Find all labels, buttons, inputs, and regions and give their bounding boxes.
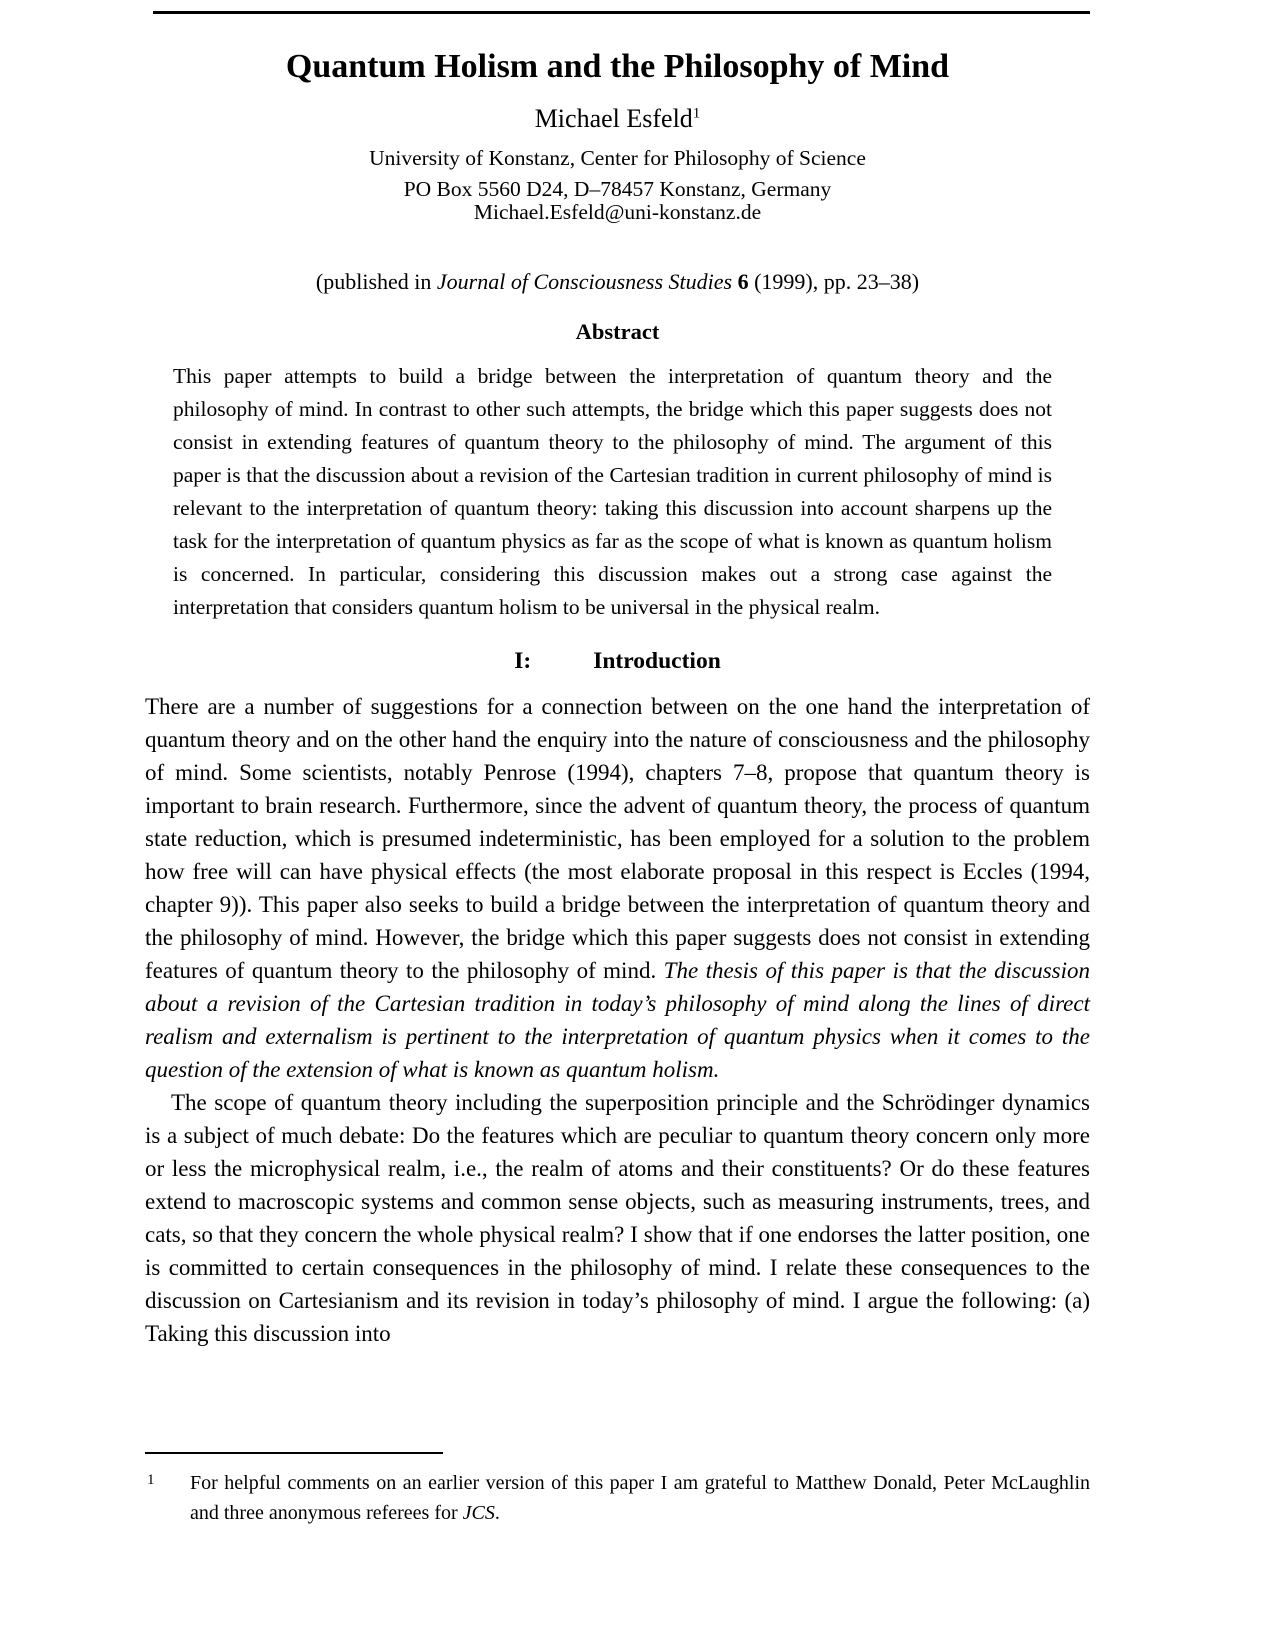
abstract-heading: Abstract xyxy=(575,319,660,344)
footnote-marker: 1 xyxy=(147,1472,155,1488)
affiliation-block xyxy=(145,147,1090,224)
affiliation-line-1: University of Konstanz, Center for Philosophy of Science xyxy=(369,146,866,170)
author-line xyxy=(145,103,1090,135)
section-number: I: xyxy=(514,648,532,674)
author-email: Michael.Esfeld@uni-konstanz.de xyxy=(473,200,762,224)
footnote-rule xyxy=(145,1452,443,1454)
author-footnote-marker: 1 xyxy=(692,105,701,122)
footnote-text: For helpful comments on an earlier version of this paper I am grateful to Matthew Donald, Peter McLaughlin and three anonymous referees for JCS. xyxy=(190,1472,1090,1524)
section-title: Introduction xyxy=(593,648,721,674)
affiliation-line-2: PO Box 5560 D24, D–78457 Konstanz, Germany xyxy=(403,177,832,201)
paper-title: Quantum Holism and the Philosophy of Mind xyxy=(285,48,950,85)
footnote-area xyxy=(145,1452,1090,1528)
intro-paragraph-2: The scope of quantum theory including the superposition principle and the Schrödinger dynamics is a subject of much debate: Do the features which are peculiar to quantum theory concern only more or less the microphysical realm, i.e., the realm of atoms and their constituents? Or do these features extend to macroscopic systems and common sense objects, such as measuring instruments, trees, and cats, so that they concern the whole physical realm? I show that if one endorses the latter position, one is committed to certain consequences in the philosophy of mind. I relate these consequences to the discussion on Cartesianism and its revision in today’s philosophy of mind. I argue the following: (a) Taking this discussion into xyxy=(145,1090,1090,1346)
intro-paragraph-1: There are a number of suggestions for a connection between on the one hand the interpretation of quantum theory and on the other hand the enquiry into the nature of consciousness and the philosophy of mind. Some scientists, notably Penrose (1994), chapters 7–8, propose that quantum theory is important to brain research. Furthermore, since the advent of quantum theory, the process of quantum state reduction, which is presumed indeterministic, has been employed for a solution to the problem how free will can have physical effects (the most elaborate proposal in this respect is Eccles (1994, chapter 9)). This paper also seeks to build a bridge between the interpretation of quantum theory and the philosophy of mind. However, the bridge which this paper suggests does not consist in extending features of quantum theory to the philosophy of mind. The thesis of this paper is that the discussion about a revision of the Cartesian tradition in today’s philosophy of mind along the lines of direct realism and externalism is pertinent to the interpretation of quantum physics when it comes to the question of the extension of what is known as quantum holism. xyxy=(145,694,1090,1082)
abstract-body: This paper attempts to build a bridge between the interpretation of quantum theory and the philosophy of mind. In contrast to other such attempts, the bridge which this paper suggests does not consist in extending features of quantum theory to the philosophy of mind. The argument of this paper is that the discussion about a revision of the Cartesian tradition in current philosophy of mind is relevant to the interpretation of quantum theory: taking this discussion into account sharpens up the task for the interpretation of quantum physics as far as the scope of what is known as quantum holism is concerned. In particular, considering this discussion makes out a strong case against the interpretation that considers quantum holism to be universal in the physical realm. xyxy=(173,364,1052,619)
footnote xyxy=(145,1468,1090,1528)
section-heading xyxy=(145,646,1090,676)
author-name: Michael Esfeld xyxy=(534,104,693,133)
published-line: (published in Journal of Consciousness Studies 6 (1999), pp. 23–38) xyxy=(315,269,920,294)
page-content xyxy=(145,0,1090,1350)
